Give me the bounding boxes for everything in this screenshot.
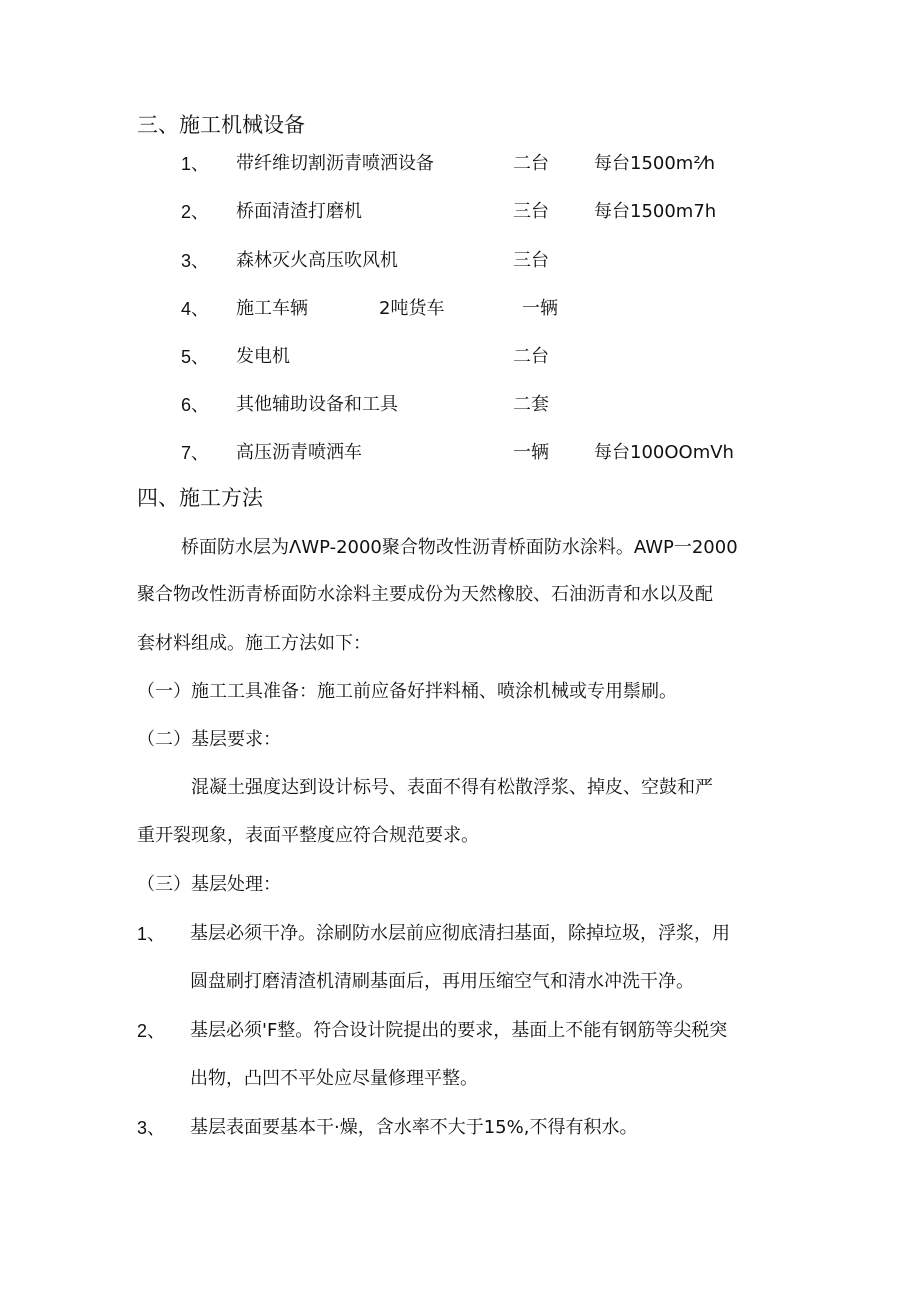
equipment-quantity: 三台 bbox=[513, 201, 549, 222]
subsection-base-treatment: （三）基层处理： bbox=[137, 874, 281, 895]
step-line: 基层必须干净。涂刷防水层前应彻底清扫基面，除掉垃圾，浮浆，用 bbox=[190, 923, 730, 944]
step-number: 2、 bbox=[137, 1021, 166, 1041]
section-heading-method: 四、施工方法 bbox=[137, 486, 263, 510]
subsection-tools: （一）施工工具准备：施工前应备好拌料桶、喷涂机械或专用鬃刷。 bbox=[137, 681, 677, 702]
equipment-rate: 每台1500m7h bbox=[594, 201, 717, 222]
paragraph-line: 聚合物改性沥青桥面防水涂料主要成份为天然橡胶、石油沥青和水以及配 bbox=[137, 584, 713, 605]
equipment-name: 桥面清渣打磨机 bbox=[236, 201, 362, 222]
equipment-number: 2、 bbox=[181, 202, 210, 222]
equipment-number: 6、 bbox=[181, 395, 210, 415]
step-line: 圆盘刷打磨清渣机清刷基面后，再用压缩空气和清水冲洗干净。 bbox=[190, 971, 694, 992]
step-line: 出物，凸凹不平处应尽量修理平整。 bbox=[190, 1068, 478, 1089]
equipment-number: 1、 bbox=[181, 154, 210, 174]
equipment-quantity: 二台 bbox=[513, 346, 549, 367]
paragraph-line: 桥面防水层为ΛWP-2000聚合物改性沥青桥面防水涂料。AWP一2000 bbox=[181, 537, 738, 558]
equipment-name: 其他辅助设备和工具 bbox=[236, 394, 398, 415]
equipment-name: 发电机 bbox=[236, 346, 290, 367]
equipment-number: 4、 bbox=[181, 299, 210, 319]
step-line: 基层必须'F整。符合设计院提出的要求，基面上不能有钢筋等尖税突 bbox=[190, 1020, 728, 1041]
equipment-quantity: 一辆 bbox=[513, 442, 549, 463]
equipment-number: 3、 bbox=[181, 251, 210, 271]
equipment-quantity: 三台 bbox=[513, 250, 549, 271]
paragraph-line: 混凝土强度达到设计标号、表面不得有松散浮浆、掉皮、空鼓和严 bbox=[191, 777, 713, 798]
section-heading-equipment: 三、施工机械设备 bbox=[137, 113, 305, 137]
equipment-quantity: 二套 bbox=[513, 394, 549, 415]
step-number: 3、 bbox=[137, 1118, 166, 1138]
step-number: 1、 bbox=[137, 924, 166, 944]
equipment-quantity: 一辆 bbox=[522, 298, 558, 319]
equipment-rate: 每台100OOmVh bbox=[594, 442, 734, 463]
equipment-rate: 每台1500m²⁄h bbox=[594, 153, 715, 174]
subsection-base-requirements: （二）基层要求： bbox=[137, 729, 281, 750]
paragraph-line: 套材料组成。施工方法如下： bbox=[137, 633, 371, 654]
paragraph-line: 重开裂现象，表面平整度应符合规范要求。 bbox=[137, 825, 479, 846]
step-line: 基层表面要基本干·燥，含水率不大于15%,不得有积水。 bbox=[190, 1117, 638, 1138]
equipment-name: 森林灭火高压吹风机 bbox=[236, 250, 398, 271]
equipment-number: 7、 bbox=[181, 443, 210, 463]
equipment-note: 2吨货车 bbox=[379, 298, 445, 319]
equipment-quantity: 二台 bbox=[513, 153, 549, 174]
equipment-number: 5、 bbox=[181, 347, 210, 367]
equipment-name: 高压沥青喷洒车 bbox=[236, 442, 362, 463]
equipment-name: 施工车辆 bbox=[236, 298, 308, 319]
equipment-name: 带纤维切割沥青喷洒设备 bbox=[236, 153, 434, 174]
